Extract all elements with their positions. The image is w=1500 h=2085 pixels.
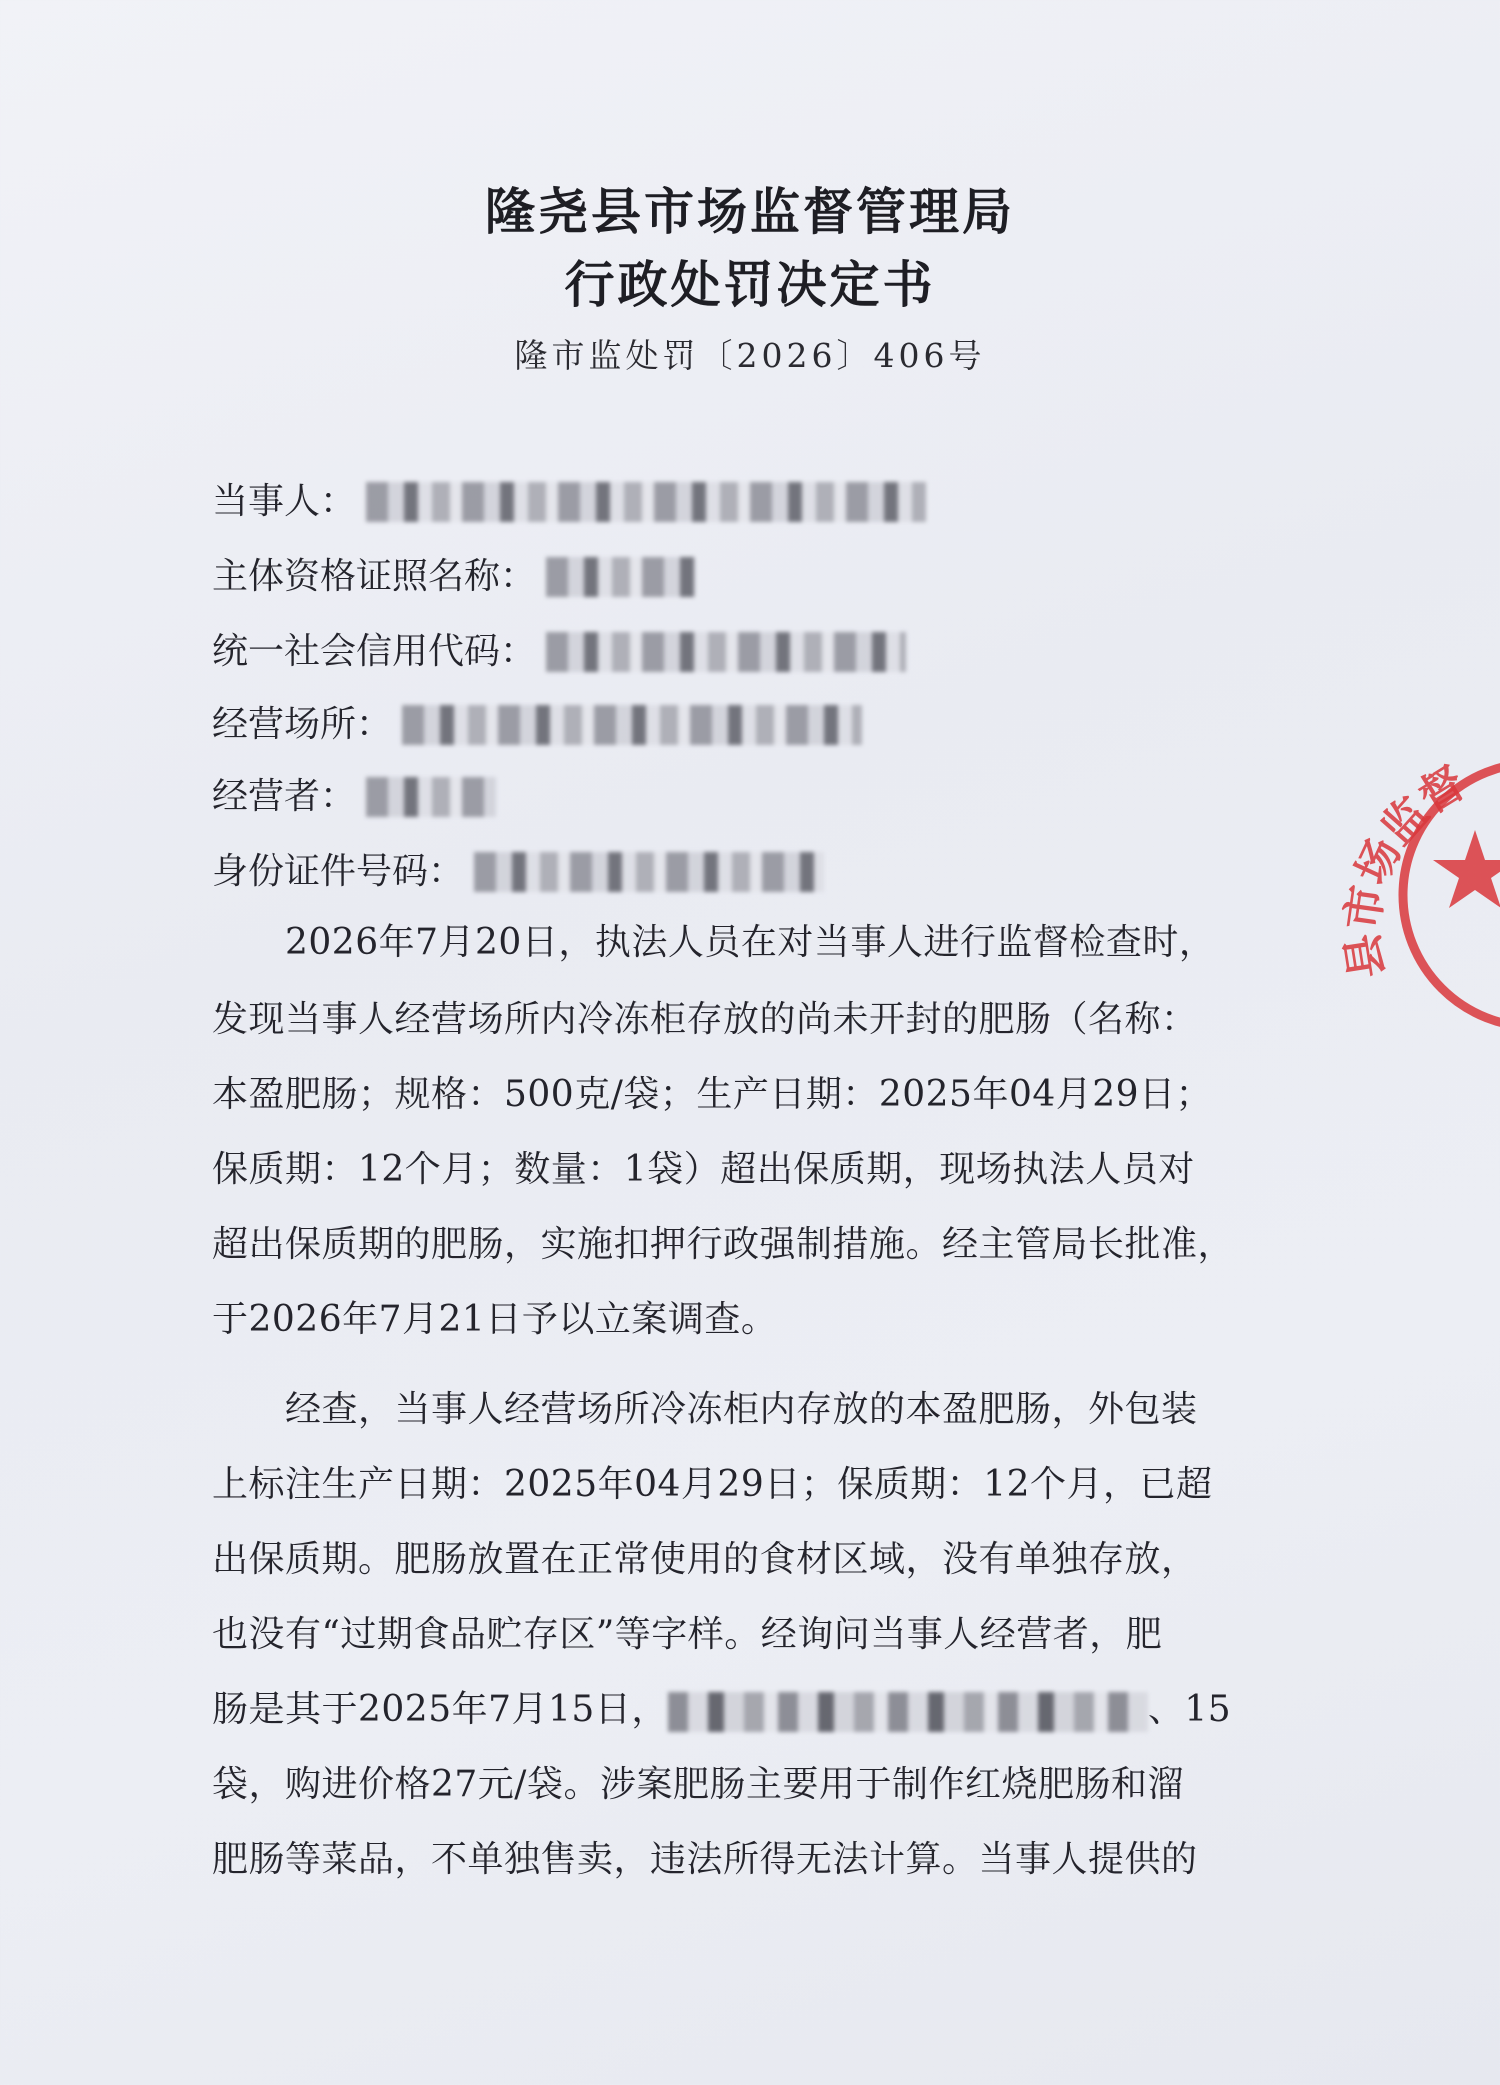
field-party-label: 当事人： — [212, 481, 357, 522]
field-credit-code-label: 统一社会信用代码： — [212, 631, 537, 672]
body-line: 于2026年7月21日予以立案调查。 — [212, 1299, 778, 1340]
field-license-name-label: 主体资格证照名称： — [212, 556, 537, 597]
body-line: 出保质期。肥肠放置在正常使用的食材区域，没有单独存放， — [212, 1539, 1198, 1580]
field-license-name — [212, 550, 696, 600]
body-line-with-redaction — [212, 1685, 1312, 1735]
field-business-address — [212, 698, 862, 748]
body-line-text: 肠是其于2025年7月15日， — [212, 1689, 668, 1730]
official-seal — [1325, 735, 1500, 1045]
body-line: 本盈肥肠；规格：500克/袋；生产日期：2025年04月29日； — [212, 1074, 1213, 1115]
field-id-number-label: 身份证件号码： — [212, 851, 465, 892]
body-line: 肥肠等菜品，不单独售卖，违法所得无法计算。当事人提供的 — [212, 1839, 1198, 1880]
field-operator — [212, 770, 496, 820]
field-credit-code — [212, 625, 906, 675]
body-line-tail: 、15 — [1147, 1689, 1232, 1730]
redacted-value — [366, 482, 926, 522]
body-line: 也没有“过期食品贮存区”等字样。经询问当事人经营者，肥 — [212, 1614, 1163, 1655]
body-line: 上标注生产日期：2025年04月29日；保质期：12个月，已超 — [212, 1464, 1213, 1505]
body-line: 保质期：12个月；数量：1袋）超出保质期，现场执法人员对 — [212, 1149, 1195, 1190]
field-id-number — [212, 845, 824, 895]
redacted-value — [402, 705, 862, 745]
seal-text: 县市场监督 — [1337, 757, 1475, 982]
redacted-value — [546, 557, 696, 597]
body-line: 经查，当事人经营场所冷冻柜内存放的本盈肥肠，外包装 — [212, 1389, 1198, 1430]
redacted-value — [668, 1692, 1148, 1732]
field-operator-label: 经营者： — [212, 776, 357, 817]
agency-title: 隆尧县市场监督管理局 — [485, 183, 1015, 241]
field-party — [212, 475, 926, 525]
body-line: 袋，购进价格27元/袋。涉案肥肠主要用于制作红烧肥肠和溜 — [212, 1764, 1184, 1805]
redacted-value — [474, 852, 824, 892]
body-line: 发现当事人经营场所内冷冻柜存放的尚未开封的肥肠（名称： — [212, 999, 1198, 1040]
field-business-address-label: 经营场所： — [212, 704, 393, 745]
redacted-value — [546, 632, 906, 672]
body-line: 2026年7月20日，执法人员在对当事人进行监督检查时， — [212, 922, 1216, 963]
document-type-title: 行政处罚决定书 — [564, 256, 936, 314]
document-number: 隆市监处罚〔2026〕406号 — [514, 336, 986, 375]
redacted-value — [366, 777, 496, 817]
body-line: 超出保质期的肥肠，实施扣押行政强制措施。经主管局长批准， — [212, 1224, 1235, 1265]
seal-star-icon — [1433, 830, 1500, 908]
